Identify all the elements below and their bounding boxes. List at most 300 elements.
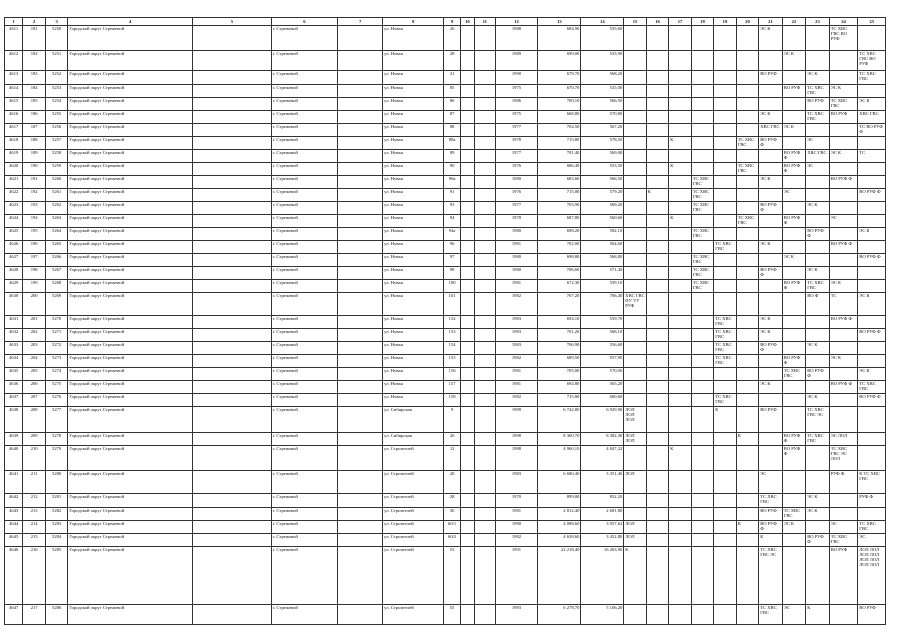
record-number-cell: 4613 (5, 71, 23, 85)
column-7-cell (338, 394, 383, 407)
work-type-cell (736, 111, 758, 124)
work-type-cell (736, 176, 758, 189)
work-type-cell (829, 163, 858, 176)
living-area-cell: 566,50 (581, 98, 624, 111)
work-type-cell (624, 202, 646, 215)
house-id-cell: 5286 (45, 605, 67, 625)
work-type-cell (858, 280, 886, 293)
column-10-cell (460, 471, 474, 494)
total-area-cell: 689,50 (538, 355, 581, 368)
city-cell: г. Стрежевой (271, 521, 337, 534)
column-5-cell (193, 547, 272, 605)
table-row (5, 189, 886, 202)
work-type-cell (858, 137, 886, 150)
work-type-cell (714, 508, 736, 521)
column-number-header: 22 (782, 18, 806, 26)
table-row (5, 368, 886, 381)
street-cell: ул. Новая (383, 150, 444, 163)
house-number-cell: 55 (444, 605, 460, 625)
total-area-cell: 899,00 (538, 494, 581, 508)
work-type-cell: ВО РУФ Ф (759, 342, 783, 355)
record-number-cell: 4637 (5, 394, 23, 407)
build-year-cell: 1990 (495, 71, 538, 85)
column-5-cell (193, 26, 272, 51)
local-number-cell: 203 (23, 342, 45, 355)
table-row (5, 215, 886, 228)
table-row (5, 316, 886, 329)
work-type-cell (624, 150, 646, 163)
local-number-cell: 182 (23, 51, 45, 71)
table-row (5, 254, 886, 267)
house-number-cell: 28 (444, 51, 460, 71)
local-number-cell: 181 (23, 26, 45, 51)
municipality-cell: Городской округ Стрежевой (68, 433, 193, 446)
work-type-cell (782, 267, 806, 280)
work-type-cell: ВО РУФ Ф (858, 189, 886, 202)
house-id-cell: 5252 (45, 71, 67, 85)
column-10-cell (460, 51, 474, 71)
work-type-cell (646, 534, 668, 547)
city-cell: г. Стрежевой (271, 433, 337, 446)
work-type-cell (759, 368, 783, 381)
work-type-cell (782, 137, 806, 150)
city-cell: г. Стрежевой (271, 85, 337, 98)
street-cell: ул. Новая (383, 26, 444, 51)
build-year-cell: 1983 (495, 342, 538, 355)
build-year-cell: 1970 (495, 494, 538, 508)
work-type-cell (714, 547, 736, 605)
column-7-cell (338, 329, 383, 342)
work-type-cell (624, 355, 646, 368)
column-7-cell (338, 355, 383, 368)
work-type-cell (759, 355, 783, 368)
house-number-cell: 156 (444, 368, 460, 381)
work-type-cell (736, 605, 758, 625)
total-area-cell: 683,60 (538, 176, 581, 189)
work-type-cell (806, 254, 830, 267)
work-type-cell (691, 471, 713, 494)
living-area-cell: 535,60 (581, 26, 624, 51)
build-year-cell: 1981 (495, 368, 538, 381)
work-type-cell: ТС ХВС ГВС ЭС (759, 547, 783, 605)
column-number-header: 21 (759, 18, 783, 26)
living-area-cell: 565,20 (581, 381, 624, 394)
house-id-cell: 5262 (45, 202, 67, 215)
work-type-cell (714, 446, 736, 471)
city-cell: г. Стрежевой (271, 241, 337, 254)
record-number-cell: 4633 (5, 342, 23, 355)
build-year-cell: 1983 (495, 329, 538, 342)
work-type-cell (714, 215, 736, 228)
work-type-cell (806, 26, 830, 51)
local-number-cell: 212 (23, 494, 45, 508)
work-type-cell (691, 137, 713, 150)
work-type-cell (669, 98, 691, 111)
column-11-cell (475, 111, 495, 124)
record-number-cell: 4625 (5, 228, 23, 241)
work-type-cell: ТС ХВС ГВС (759, 605, 783, 625)
work-type-cell: ЛОЛ ЛОЛ ЛОЛ (624, 407, 646, 433)
column-number-header: 10 (460, 18, 474, 26)
local-number-cell: 191 (23, 176, 45, 189)
column-10-cell (460, 150, 474, 163)
work-type-cell (646, 215, 668, 228)
work-type-cell (669, 508, 691, 521)
work-type-cell: ЭС К (759, 381, 783, 394)
municipality-cell: Городской округ Стрежевой (68, 381, 193, 394)
house-id-cell: 5258 (45, 150, 67, 163)
work-type-cell: ТС ХВС ГВС (736, 137, 758, 150)
house-id-cell: 5281 (45, 494, 67, 508)
work-type-cell: ЭС К (759, 26, 783, 51)
work-type-cell (829, 254, 858, 267)
work-type-cell (669, 228, 691, 241)
house-id-cell: 5272 (45, 342, 67, 355)
column-10-cell (460, 26, 474, 51)
total-area-cell: 715,00 (538, 189, 581, 202)
work-type-cell: К (646, 189, 668, 202)
street-cell: ул. Новая (383, 316, 444, 329)
work-type-cell (806, 215, 830, 228)
house-number-cell: 153 (444, 329, 460, 342)
work-type-cell (806, 124, 830, 137)
work-type-cell (806, 547, 830, 605)
street-cell: ул. Строителей (383, 446, 444, 471)
work-type-cell (759, 51, 783, 71)
work-type-cell (714, 534, 736, 547)
house-number-cell: 53 (444, 547, 460, 605)
work-type-cell (646, 521, 668, 534)
local-number-cell: 206 (23, 381, 45, 394)
living-area-cell: 8 382,30 (581, 433, 624, 446)
column-11-cell (475, 407, 495, 433)
local-number-cell: 198 (23, 267, 45, 280)
work-type-cell (624, 137, 646, 150)
column-7-cell (338, 202, 383, 215)
work-type-cell: ТС ВО РУФ Ф (858, 124, 886, 137)
work-type-cell (669, 124, 691, 137)
work-type-cell (669, 26, 691, 51)
build-year-cell: 1978 (495, 137, 538, 150)
work-type-cell: ВО РУФ Ф (829, 381, 858, 394)
work-type-cell (806, 51, 830, 71)
street-cell: ул. Новая (383, 137, 444, 150)
record-number-cell: 4631 (5, 316, 23, 329)
build-year-cell: 1982 (495, 534, 538, 547)
work-type-cell (782, 471, 806, 494)
city-cell: г. Стрежевой (271, 267, 337, 280)
work-type-cell: ВО РУФ Ф (782, 150, 806, 163)
column-5-cell (193, 98, 272, 111)
total-area-cell: 706,60 (538, 267, 581, 280)
work-type-cell (624, 124, 646, 137)
total-area-cell: 668,80 (538, 111, 581, 124)
municipality-cell: Городской округ Стрежевой (68, 85, 193, 98)
work-type-cell (691, 163, 713, 176)
city-cell: г. Стрежевой (271, 534, 337, 547)
work-type-cell (646, 494, 668, 508)
work-type-cell: ТС (858, 150, 886, 163)
work-type-cell: К (759, 534, 783, 547)
work-type-cell (624, 26, 646, 51)
work-type-cell (829, 71, 858, 85)
work-type-cell (669, 85, 691, 98)
municipality-cell: Городской округ Стрежевой (68, 547, 193, 605)
column-5-cell (193, 293, 272, 316)
work-type-cell (646, 228, 668, 241)
street-cell: ул. Новая (383, 280, 444, 293)
work-type-cell (714, 433, 736, 446)
living-area-cell: 559,10 (581, 280, 624, 293)
column-11-cell (475, 355, 495, 368)
house-id-cell: 5259 (45, 163, 67, 176)
work-type-cell (714, 163, 736, 176)
city-cell: г. Стрежевой (271, 26, 337, 51)
work-type-cell: ТС ХВС ГВС (714, 342, 736, 355)
work-type-cell (646, 446, 668, 471)
work-type-cell: ВО РУФ Ф (759, 521, 783, 534)
table-row (5, 137, 886, 150)
street-cell: ул. Строителей (383, 534, 444, 547)
work-type-cell (714, 280, 736, 293)
work-type-cell (858, 267, 886, 280)
local-number-cell: 186 (23, 111, 45, 124)
work-type-cell (736, 228, 758, 241)
house-id-cell: 5283 (45, 521, 67, 534)
build-year-cell: 1988 (495, 26, 538, 51)
work-type-cell (624, 368, 646, 381)
work-type-cell: ЭС К (858, 293, 886, 316)
work-type-cell (829, 605, 858, 625)
column-10-cell (460, 316, 474, 329)
work-type-cell (624, 254, 646, 267)
work-type-cell (669, 189, 691, 202)
work-type-cell: К (669, 446, 691, 471)
work-type-cell (759, 280, 783, 293)
work-type-cell (782, 316, 806, 329)
work-type-cell: ВО РУФ (782, 85, 806, 98)
work-type-cell (691, 51, 713, 71)
column-10-cell (460, 355, 474, 368)
work-type-cell: ТС ХВС ГВС ВО РУФ (858, 51, 886, 71)
house-number-cell: 89 (444, 150, 460, 163)
build-year-cell: 1980 (495, 254, 538, 267)
local-number-cell: 183 (23, 71, 45, 85)
record-number-cell: 4636 (5, 381, 23, 394)
living-area-cell: 3 957,62 (581, 521, 624, 534)
column-number-header: 6 (271, 18, 337, 26)
column-11-cell (475, 280, 495, 293)
column-5-cell (193, 85, 272, 98)
living-area-cell: 569,00 (581, 150, 624, 163)
column-10-cell (460, 508, 474, 521)
table-row (5, 98, 886, 111)
work-type-cell (759, 98, 783, 111)
house-id-cell: 5271 (45, 329, 67, 342)
total-area-cell: 8 360,70 (538, 433, 581, 446)
house-id-cell: 5276 (45, 394, 67, 407)
work-type-cell (646, 241, 668, 254)
work-type-cell: ЭС К (782, 254, 806, 267)
work-type-cell (829, 494, 858, 508)
work-type-cell (691, 215, 713, 228)
street-cell: ул. Сибирская (383, 433, 444, 446)
city-cell: г. Стрежевой (271, 215, 337, 228)
living-area-cell: 570,80 (581, 111, 624, 124)
work-type-cell (858, 446, 886, 471)
work-type-cell (646, 254, 668, 267)
living-area-cell: 567,20 (581, 124, 624, 137)
work-type-cell (691, 534, 713, 547)
work-type-cell: ЛОЛ ЛОЛ (624, 433, 646, 446)
work-type-cell (624, 71, 646, 85)
column-5-cell (193, 471, 272, 494)
work-type-cell (624, 163, 646, 176)
city-cell: г. Стрежевой (271, 163, 337, 176)
work-type-cell (714, 71, 736, 85)
column-11-cell (475, 51, 495, 71)
column-11-cell (475, 98, 495, 111)
work-type-cell (782, 71, 806, 85)
city-cell: г. Стрежевой (271, 329, 337, 342)
street-cell: ул. Новая (383, 293, 444, 316)
work-type-cell (669, 111, 691, 124)
work-type-cell: ВО РУФ (829, 547, 858, 605)
work-type-cell (782, 407, 806, 433)
column-7-cell (338, 254, 383, 267)
column-5-cell (193, 228, 272, 241)
column-7-cell (338, 293, 383, 316)
record-number-cell: 4627 (5, 254, 23, 267)
build-year-cell: 1980 (495, 267, 538, 280)
local-number-cell: 196 (23, 241, 45, 254)
work-type-cell: ТС ХВС ГВС (691, 228, 713, 241)
column-10-cell (460, 241, 474, 254)
work-type-cell (759, 189, 783, 202)
column-10-cell (460, 280, 474, 293)
work-type-cell: ВО РУФ Ф (858, 394, 886, 407)
house-id-cell: 5280 (45, 471, 67, 494)
work-type-cell (646, 433, 668, 446)
work-type-cell: ТС ХВС ГВС (736, 163, 758, 176)
city-cell: г. Стрежевой (271, 547, 337, 605)
work-type-cell (624, 342, 646, 355)
table-row (5, 176, 886, 189)
work-type-cell (759, 163, 783, 176)
work-type-cell (736, 85, 758, 98)
column-7-cell (338, 316, 383, 329)
house-number-cell: 9 (444, 407, 460, 433)
work-type-cell (736, 189, 758, 202)
column-10-cell (460, 202, 474, 215)
work-type-cell (691, 316, 713, 329)
work-type-cell: ЭС К (829, 85, 858, 98)
house-number-cell: 31 (444, 71, 460, 85)
living-area-cell: 16 263,90 (581, 547, 624, 605)
work-type-cell: ХВС ГВС (759, 124, 783, 137)
work-type-cell (691, 381, 713, 394)
column-5-cell (193, 176, 272, 189)
work-type-cell: ТС ХВС ГВС (714, 241, 736, 254)
work-type-cell (624, 215, 646, 228)
local-number-cell: 200 (23, 293, 45, 316)
column-11-cell (475, 446, 495, 471)
work-type-cell (669, 471, 691, 494)
column-5-cell (193, 534, 272, 547)
work-type-cell: РУФ Ф (858, 494, 886, 508)
work-type-cell (624, 98, 646, 111)
work-type-cell: ВО РУФ Ф (806, 368, 830, 381)
house-number-cell: 94 (444, 215, 460, 228)
city-cell: г. Стрежевой (271, 471, 337, 494)
work-type-cell (782, 547, 806, 605)
work-type-cell (691, 394, 713, 407)
living-area-cell: 600,60 (581, 394, 624, 407)
work-type-cell: ЭС (782, 189, 806, 202)
house-id-cell: 5282 (45, 508, 67, 521)
street-cell: ул. Новая (383, 381, 444, 394)
street-cell: ул. Новая (383, 202, 444, 215)
work-type-cell (624, 189, 646, 202)
street-cell: ул. Новая (383, 394, 444, 407)
work-type-cell: К (714, 407, 736, 433)
work-type-cell: ТС ХВС ГВС (691, 202, 713, 215)
municipality-cell: Городской округ Стрежевой (68, 280, 193, 293)
work-type-cell (736, 316, 758, 329)
column-7-cell (338, 150, 383, 163)
house-number-cell: 100 (444, 280, 460, 293)
work-type-cell (782, 202, 806, 215)
house-number-cell: 28 (444, 494, 460, 508)
record-number-cell: 4639 (5, 433, 23, 446)
column-10-cell (460, 111, 474, 124)
total-area-cell: 694,10 (538, 316, 581, 329)
city-cell: г. Стрежевой (271, 71, 337, 85)
work-type-cell: ТС ХВС ГВС (858, 381, 886, 394)
table-row (5, 508, 886, 521)
record-number-cell: 4640 (5, 446, 23, 471)
column-10-cell (460, 446, 474, 471)
work-type-cell (782, 534, 806, 547)
work-type-cell (691, 446, 713, 471)
record-number-cell: 4620 (5, 163, 23, 176)
work-type-cell (624, 605, 646, 625)
column-10-cell (460, 228, 474, 241)
city-cell: г. Стрежевой (271, 280, 337, 293)
work-type-cell: ТС ХВС ГВС (829, 98, 858, 111)
street-cell: ул. Новая (383, 51, 444, 71)
build-year-cell: 1998 (495, 433, 538, 446)
total-area-cell: 670,70 (538, 85, 581, 98)
column-7-cell (338, 215, 383, 228)
work-type-cell (714, 267, 736, 280)
work-type-cell (736, 368, 758, 381)
table-row (5, 534, 886, 547)
work-type-cell (858, 215, 886, 228)
column-11-cell (475, 215, 495, 228)
work-type-cell (829, 342, 858, 355)
work-type-cell (669, 150, 691, 163)
column-10-cell (460, 605, 474, 625)
municipality-cell: Городской округ Стрежевой (68, 471, 193, 494)
municipality-cell: Городской округ Стрежевой (68, 605, 193, 625)
work-type-cell (669, 433, 691, 446)
city-cell: г. Стрежевой (271, 51, 337, 71)
column-11-cell (475, 381, 495, 394)
table-row (5, 202, 886, 215)
local-number-cell: 207 (23, 394, 45, 407)
municipality-cell: Городской округ Стрежевой (68, 355, 193, 368)
